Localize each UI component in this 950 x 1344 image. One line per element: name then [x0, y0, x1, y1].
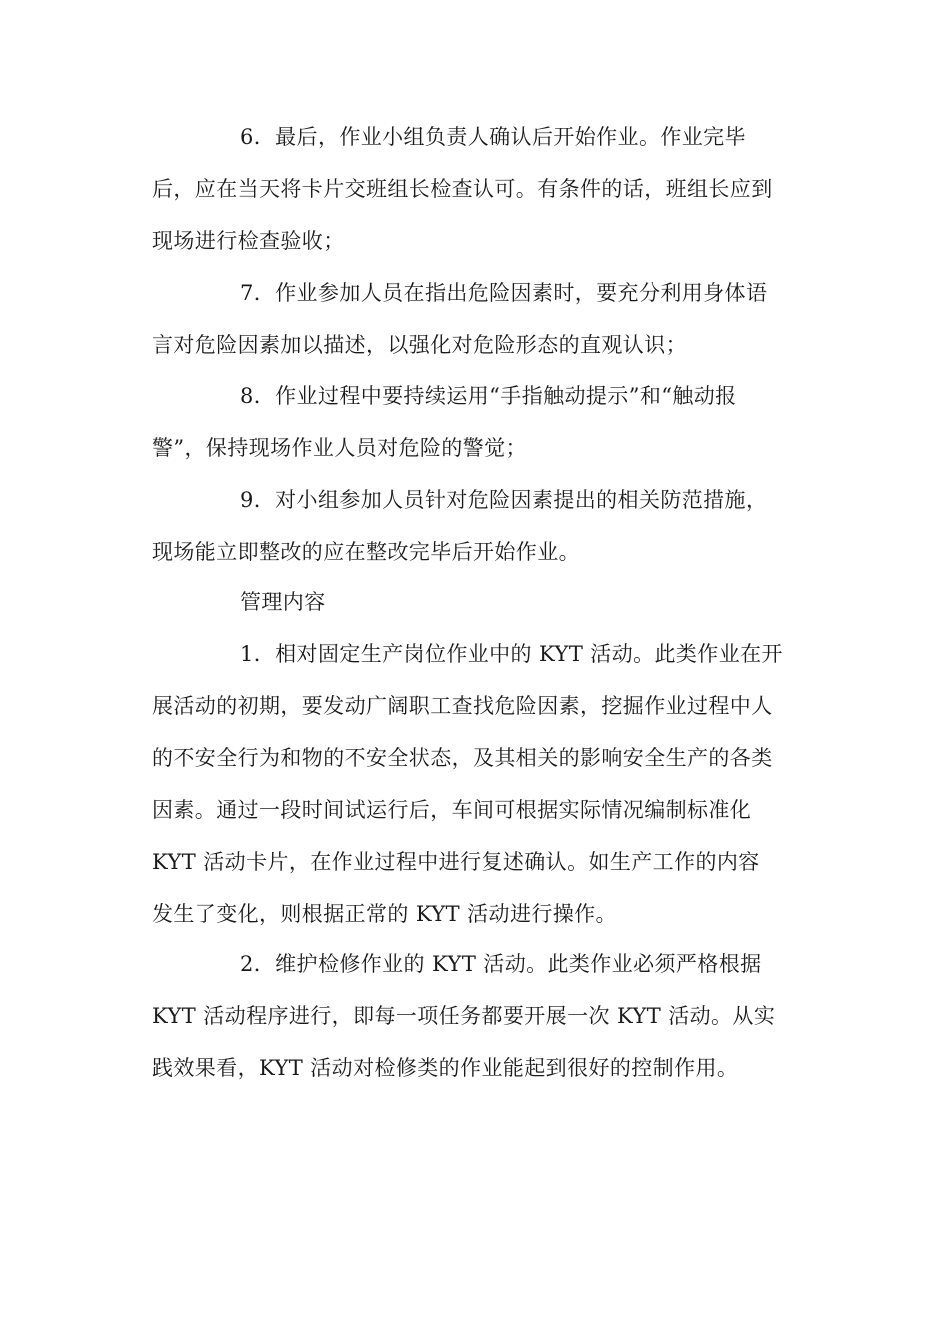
paragraph-line: 8．作业过程中要持续运用“手指触动提示”和“触动报 — [240, 384, 737, 408]
paragraph-line: 因素。通过一段时间试运行后，车间可根据实际情况编制标准化 — [152, 798, 752, 822]
paragraph-line: KYT 活动卡片，在作业过程中进行复述确认。如生产工作的内容 — [152, 850, 760, 874]
paragraph-line: 警”，保持现场作业人员对危险的警觉； — [152, 436, 527, 460]
paragraph-line: 的不安全行为和物的不安全状态，及其相关的影响安全生产的各类 — [152, 746, 773, 770]
paragraph-line: 现场进行检查验收； — [152, 229, 345, 253]
paragraph-line: 展活动的初期，要发动广阔职工查找危险因素，挖掘作业过程中人 — [152, 694, 773, 718]
paragraph-line: 7．作业参加人员在指出危险因素时，要充分利用身体语 — [240, 281, 768, 305]
paragraph-line: 后，应在当天将卡片交班组长检查认可。有条件的话，班组长应到 — [152, 177, 773, 201]
paragraph-line: 现场能立即整改的应在整改完毕后开始作业。 — [152, 540, 580, 564]
paragraph-line: 言对危险因素加以描述，以强化对危险形态的直观认识； — [152, 333, 687, 357]
paragraph-line: 6．最后，作业小组负责人确认后开始作业。作业完毕 — [240, 125, 746, 149]
paragraph-line: 发生了变化，则根据正常的 KYT 活动进行操作。 — [152, 902, 617, 926]
paragraph-line: 1．相对固定生产岗位作业中的 KYT 活动。此类作业在开 — [240, 642, 783, 666]
paragraph-line: KYT 活动程序进行，即每一项任务都要开展一次 KYT 活动。从实 — [152, 1004, 776, 1028]
paragraph-line: 践效果看，KYT 活动对检修类的作业能起到很好的控制作用。 — [152, 1056, 739, 1080]
section-heading: 管理内容 — [240, 590, 326, 614]
paragraph-line: 9．对小组参加人员针对危险因素提出的相关防范措施， — [240, 488, 768, 512]
paragraph-line: 2．维护检修作业的 KYT 活动。此类作业必须严格根据 — [240, 952, 762, 976]
